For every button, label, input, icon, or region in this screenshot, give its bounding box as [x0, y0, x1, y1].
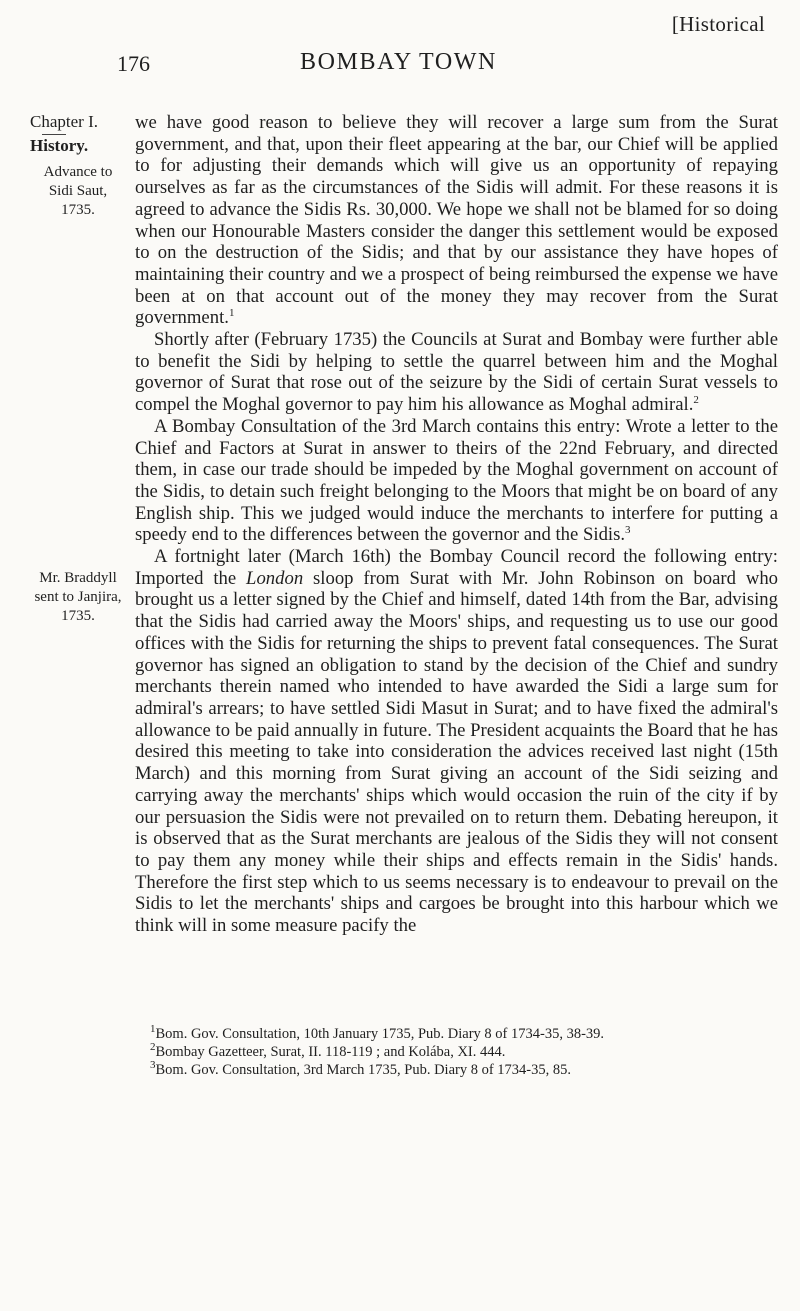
footnote-ref: 2	[693, 393, 699, 406]
margin-history: History.	[30, 136, 89, 155]
footnote: $^3$Bom. Gov. Consultation, 3rd March 1735, Pub. Diary 8 of 1734-35, 85.	[150, 1059, 572, 1078]
footnote-ref: 1	[228, 307, 235, 320]
page-number: 176	[117, 51, 150, 76]
footnote: $^1$Bom. Gov. Consultation, 10th January 1735, Pub. Diary 8 of 1734-35, 38-39.	[150, 1023, 605, 1042]
body-text	[135, 112, 778, 937]
footnote-ref: 3	[625, 524, 631, 537]
margin-rule	[42, 134, 66, 135]
section-label: [Historical	[671, 12, 765, 36]
paragraph-4: A fortnight later (March 16th) the Bombay Council record the following entry: Imported the London sloop from Surat with Mr. John Robinson on board who brought us a letter signed by the Chief and himself, dated 14th from the Bar, advising that the Sidis had carried away the Moors' ships, and requesting us to use our good offices with the Sidis for returning the ships to prevent fatal consequences. The Surat governor has signed an obligation to stand by the decision of the Chief and sundry merchants therein named who intended to have awarded the Sidi a large sum for admiral's arrears; to have settled Sidi Masut in Surat; and to have fixed the admiral's allowance to be paid annually in future. The President acquaints the Board that he has desired this meeting to take into consideration the advices received last night (15th March) and this morning from Surat giving an account of the Sidi seizing and carrying away the merchants' ships which would occasion the ruin of the city if by our persuasion the Sidis were not prevailed on to return them. Debating hereupon, it is observed that as the Surat merchants are jealous of the Sidis they will not consent to pay them any money while their ships and effects remain in the Sidis' hands. Therefore the first step which to us seems necessary is to endeavour to prevail on the Sidis to let the merchants' ships and cargoes be brought into this harbour which we think will in some measure pacify the	[135, 546, 779, 937]
paragraph-1: we have good reason to believe they will recover a large sum from the Surat government, and that, upon their fleet appearing at the bar, our Chief will be applied to for adjusting their demands which will give us an opportunity of repaying ourselves as far as the circumstances of the Sidis will admit. For these reasons it is agreed to advance the Sidis Rs. 30,000. We hope we shall not be blamed for so doing when our Honourable Masters consider the danger this settlement would be exposed to on the destruction of the Sidis; and that by our assistance they have hopes of maintaining their country and we a prospect of being reimbursed the expense we have been at on that account out of the money they may recover from the Surat government.$^1$	[135, 112, 778, 329]
paragraph-3: A Bombay Consultation of the 3rd March contains this entry: Wrote a letter to the Chief and Factors at Surat in answer to theirs of the 22nd February, and directed them, in case our trade should be impeded by the Moghal government on account of the Sidis, to detain such freight belonging to the Moors that might be on board of any English ship. This we judged would induce the merchants to interfere for putting a speedy end to the differences between the governor and the Sidis.$^3$	[135, 415, 778, 546]
margin-chapter: Chapter I.	[30, 112, 98, 131]
running-head: BOMBAY TOWN	[300, 49, 497, 75]
paragraph-2: Shortly after (February 1735) the Councils at Surat and Bombay were further able to benefit the Sidi by helping to settle the quarrel between him and the Moghal governor of Surat that rose out of the seizure by the Sidi of certain Surat vessels to compel the Moghal governor to pay him his allowance as Moghal admiral.$^2$	[135, 329, 778, 416]
footnote: $^2$Bombay Gazetteer, Surat, II. 118-119 ; and Kolába, XI. 444.	[150, 1041, 506, 1060]
footnotes	[150, 1025, 775, 1079]
margin-note-braddyll: Mr. Braddyll sent to Janjira, 1735.	[34, 570, 122, 624]
margin-note-advance: Advance to Sidi Saut, 1735.	[43, 164, 113, 218]
